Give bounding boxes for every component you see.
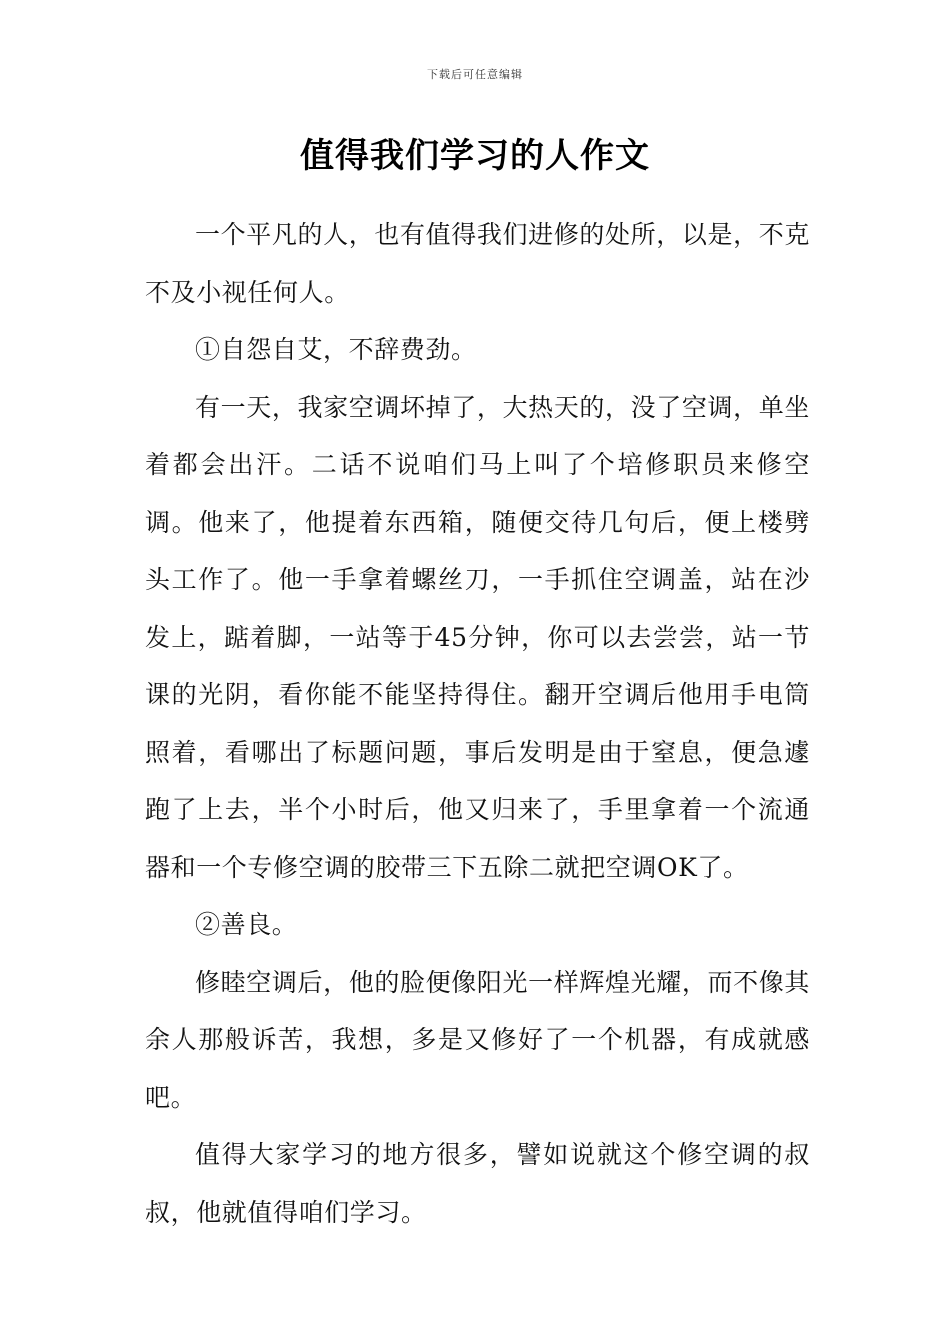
paragraph-reflection: 修睦空调后，他的脸便像阳光一样辉煌光耀，而不像其余人那般诉苦，我想，多是又修好了一个机器，有成就感吧。: [145, 967, 810, 1112]
document-body: [145, 206, 810, 1241]
paragraph-intro: 一个平凡的人，也有值得我们进修的处所，以是，不克不及小视任何人。: [145, 220, 810, 307]
document-title: 值得我们学习的人作文: [300, 136, 650, 176]
header-note: 下载后可任意编辑: [427, 68, 523, 81]
paragraph-point-2: ②善良。: [195, 910, 298, 939]
paragraph-conclusion: 值得大家学习的地方很多，譬如说就这个修空调的叔叔，他就值得咱们学习。: [145, 1140, 810, 1227]
paragraph-story: 有一天，我家空调坏掉了，大热天的，没了空调，单坐着都会出汗。二话不说咱们马上叫了个培修职员来修空调。他来了，他提着东西箱，随便交待几句后，便上楼劈头工作了。他一手拿着螺丝刀，一手抓住空调盖，站在沙发上，踮着脚，一站等于45分钟，你可以去尝尝，站一节课的光阴，看你能不能坚持得住。翻开空调后他用手电筒照着，看哪出了标题问题，事后发明是由于窒息，便急遽跑了上去，半个小时后，他又归来了，手里拿着一个流通器和一个专修空调的胶带三下五除二就把空调OK了。: [145, 392, 810, 882]
paragraph-point-1: ①自怨自艾，不辞费劲。: [195, 335, 477, 364]
